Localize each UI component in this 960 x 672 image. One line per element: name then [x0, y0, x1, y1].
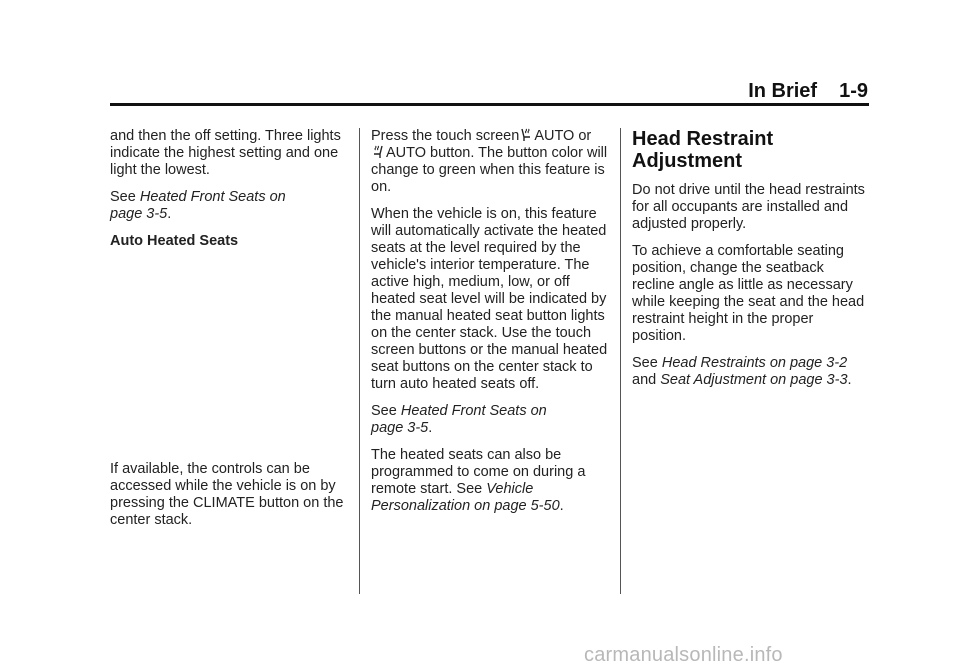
cross-reference: [371, 403, 609, 437]
xref-link[interactable]: Heated Front Seats on: [139, 189, 286, 205]
punct: .: [428, 420, 433, 436]
xref-link[interactable]: Head Restraints on page 3-2: [661, 355, 848, 371]
cross-reference: [632, 355, 870, 389]
paragraph: [371, 128, 609, 196]
page-header: [0, 80, 868, 103]
paragraph: When the vehicle is on, this feature will automatically activate the heated seats at the level required by the vehicle's interior temperature. The active high, medium, low, or off heated seat level will be indicated by the manual heated seat button lights on the center stack. Use the touch screen buttons or the manual heated seat buttons on the center stack to turn auto heated seats off.: [371, 206, 608, 392]
paragraph: If available, the controls can be accessed while the vehicle is on by pressing the CLIMATE button on the center stack.: [110, 461, 344, 528]
figure-space: [110, 260, 348, 461]
punct: .: [167, 206, 172, 222]
punct: .: [559, 498, 564, 514]
page-number: 1-9: [839, 80, 868, 102]
section-title: In Brief: [748, 80, 818, 102]
section-heading: Head Restraint Adjustment: [632, 128, 774, 172]
column-right: [632, 128, 870, 399]
header-rule: [110, 103, 869, 106]
paragraph: and then the off setting. Three lights indicate the highest setting and one light the lowest.: [110, 128, 341, 178]
paragraph: Do not drive until the head restraints for all occupants are installed and adjusted properly.: [632, 182, 865, 232]
column-left: [110, 128, 348, 539]
column-divider: [359, 128, 360, 594]
watermark: carmanualsonline.info: [584, 644, 783, 666]
xref-link[interactable]: Vehicle Personalization on page 5-50: [371, 481, 560, 514]
see-label: See: [632, 355, 662, 371]
xref-link-page[interactable]: page 3-5: [110, 206, 168, 222]
heated-seat-driver-icon: [520, 128, 532, 142]
xref-link-page[interactable]: page 3-5: [371, 420, 429, 436]
punct: .: [847, 372, 852, 388]
text: Press the touch screen: [371, 128, 520, 144]
see-label: See: [110, 189, 140, 205]
column-middle: [371, 128, 609, 525]
subheading: Auto Heated Seats: [110, 233, 239, 249]
text: AUTO or: [534, 128, 592, 144]
xref-link[interactable]: Heated Front Seats on: [400, 403, 547, 419]
see-label: See: [371, 403, 401, 419]
cross-reference: [110, 189, 348, 223]
heated-seat-passenger-icon: [372, 145, 384, 159]
text: and: [632, 372, 661, 388]
paragraph: To achieve a comfortable seating position, change the seatback recline angle as little as necessary while keeping the seat and the head restraint height in the proper position.: [632, 243, 865, 344]
xref-link[interactable]: Seat Adjustment on page 3-3: [660, 372, 848, 388]
text: AUTO button. The button color will change to green when this feature is on.: [371, 145, 608, 195]
column-divider: [620, 128, 621, 594]
text: The heated seats can also be programmed to come on during a remote start. See: [371, 447, 586, 497]
paragraph: [371, 447, 609, 515]
